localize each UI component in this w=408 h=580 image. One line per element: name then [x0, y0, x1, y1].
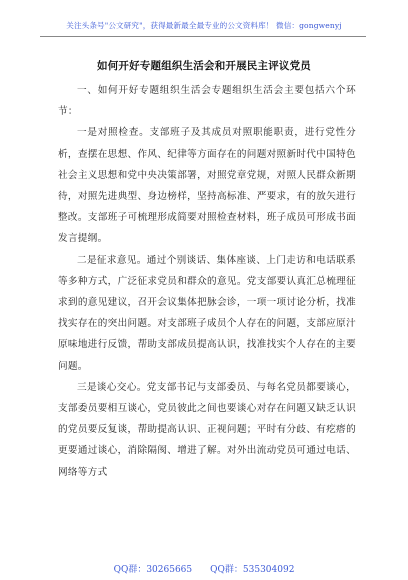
paragraph-comparison-check: 一是对照检查。支部班子及其成员对照职能职责，进行党性分析，查摆在思想、作风、纪律等方面存在的问题对照新时代中国特色社会主义思想和党中央决策部署，对照党章党规，对照人民群众新期待，对照先进典型、身边榜样，坚持高标准、严要求，有的放矢进行整改。支部班子可梳理形成简要对照检查材料，班子成员可形成书面发言提纲。 — [58, 127, 356, 245]
footer-contact — [0, 562, 408, 575]
paragraph-intro: 一、如何开好专题组织生活会专题组织生活会主要包括六个环节： — [58, 85, 356, 118]
header-divider — [40, 36, 366, 37]
paragraph-solicit-opinions: 二是征求意见。通过个别谈话、集体座谈、上门走访和电话联系等多种方式，广泛征求党员和群众的意见。党支部要认真汇总梳理征求到的意见建议，召开会议集体把脉会诊，一项一项讨论分析，找准找实存在的突出问题。对支部班子成员个人存在的问题，支部应原汁原味地进行反馈，帮助支部成员提高认识，找准找实个人存在的主要问题。 — [58, 254, 356, 372]
header-promo-note: 关注头条号"公文研究"，获得最新最全最专业的公文资料库！ 微信：gongwenyj — [66, 21, 342, 30]
document-title: 如何开好专题组织生活会和开展民主评议党员 — [97, 60, 311, 72]
footer-qq-group-1: QQ群：30265665 — [113, 565, 193, 575]
document-body — [58, 80, 356, 483]
paragraph-heart-to-heart: 三是谈心交心。党支部书记与支部委员、与每名党员都要谈心，支部委员要相互谈心，党员彼此之间也要谈心对存在问题又缺乏认识的党员要反复谈，帮助提高认识、正视问题；平时有分歧、有疙瘩的更要通过谈心，消除隔阂、增进了解。对外出流动党员可通过电话、网络等方式 — [58, 381, 356, 478]
footer-qq-group-2: QQ群：535304092 — [210, 565, 295, 575]
